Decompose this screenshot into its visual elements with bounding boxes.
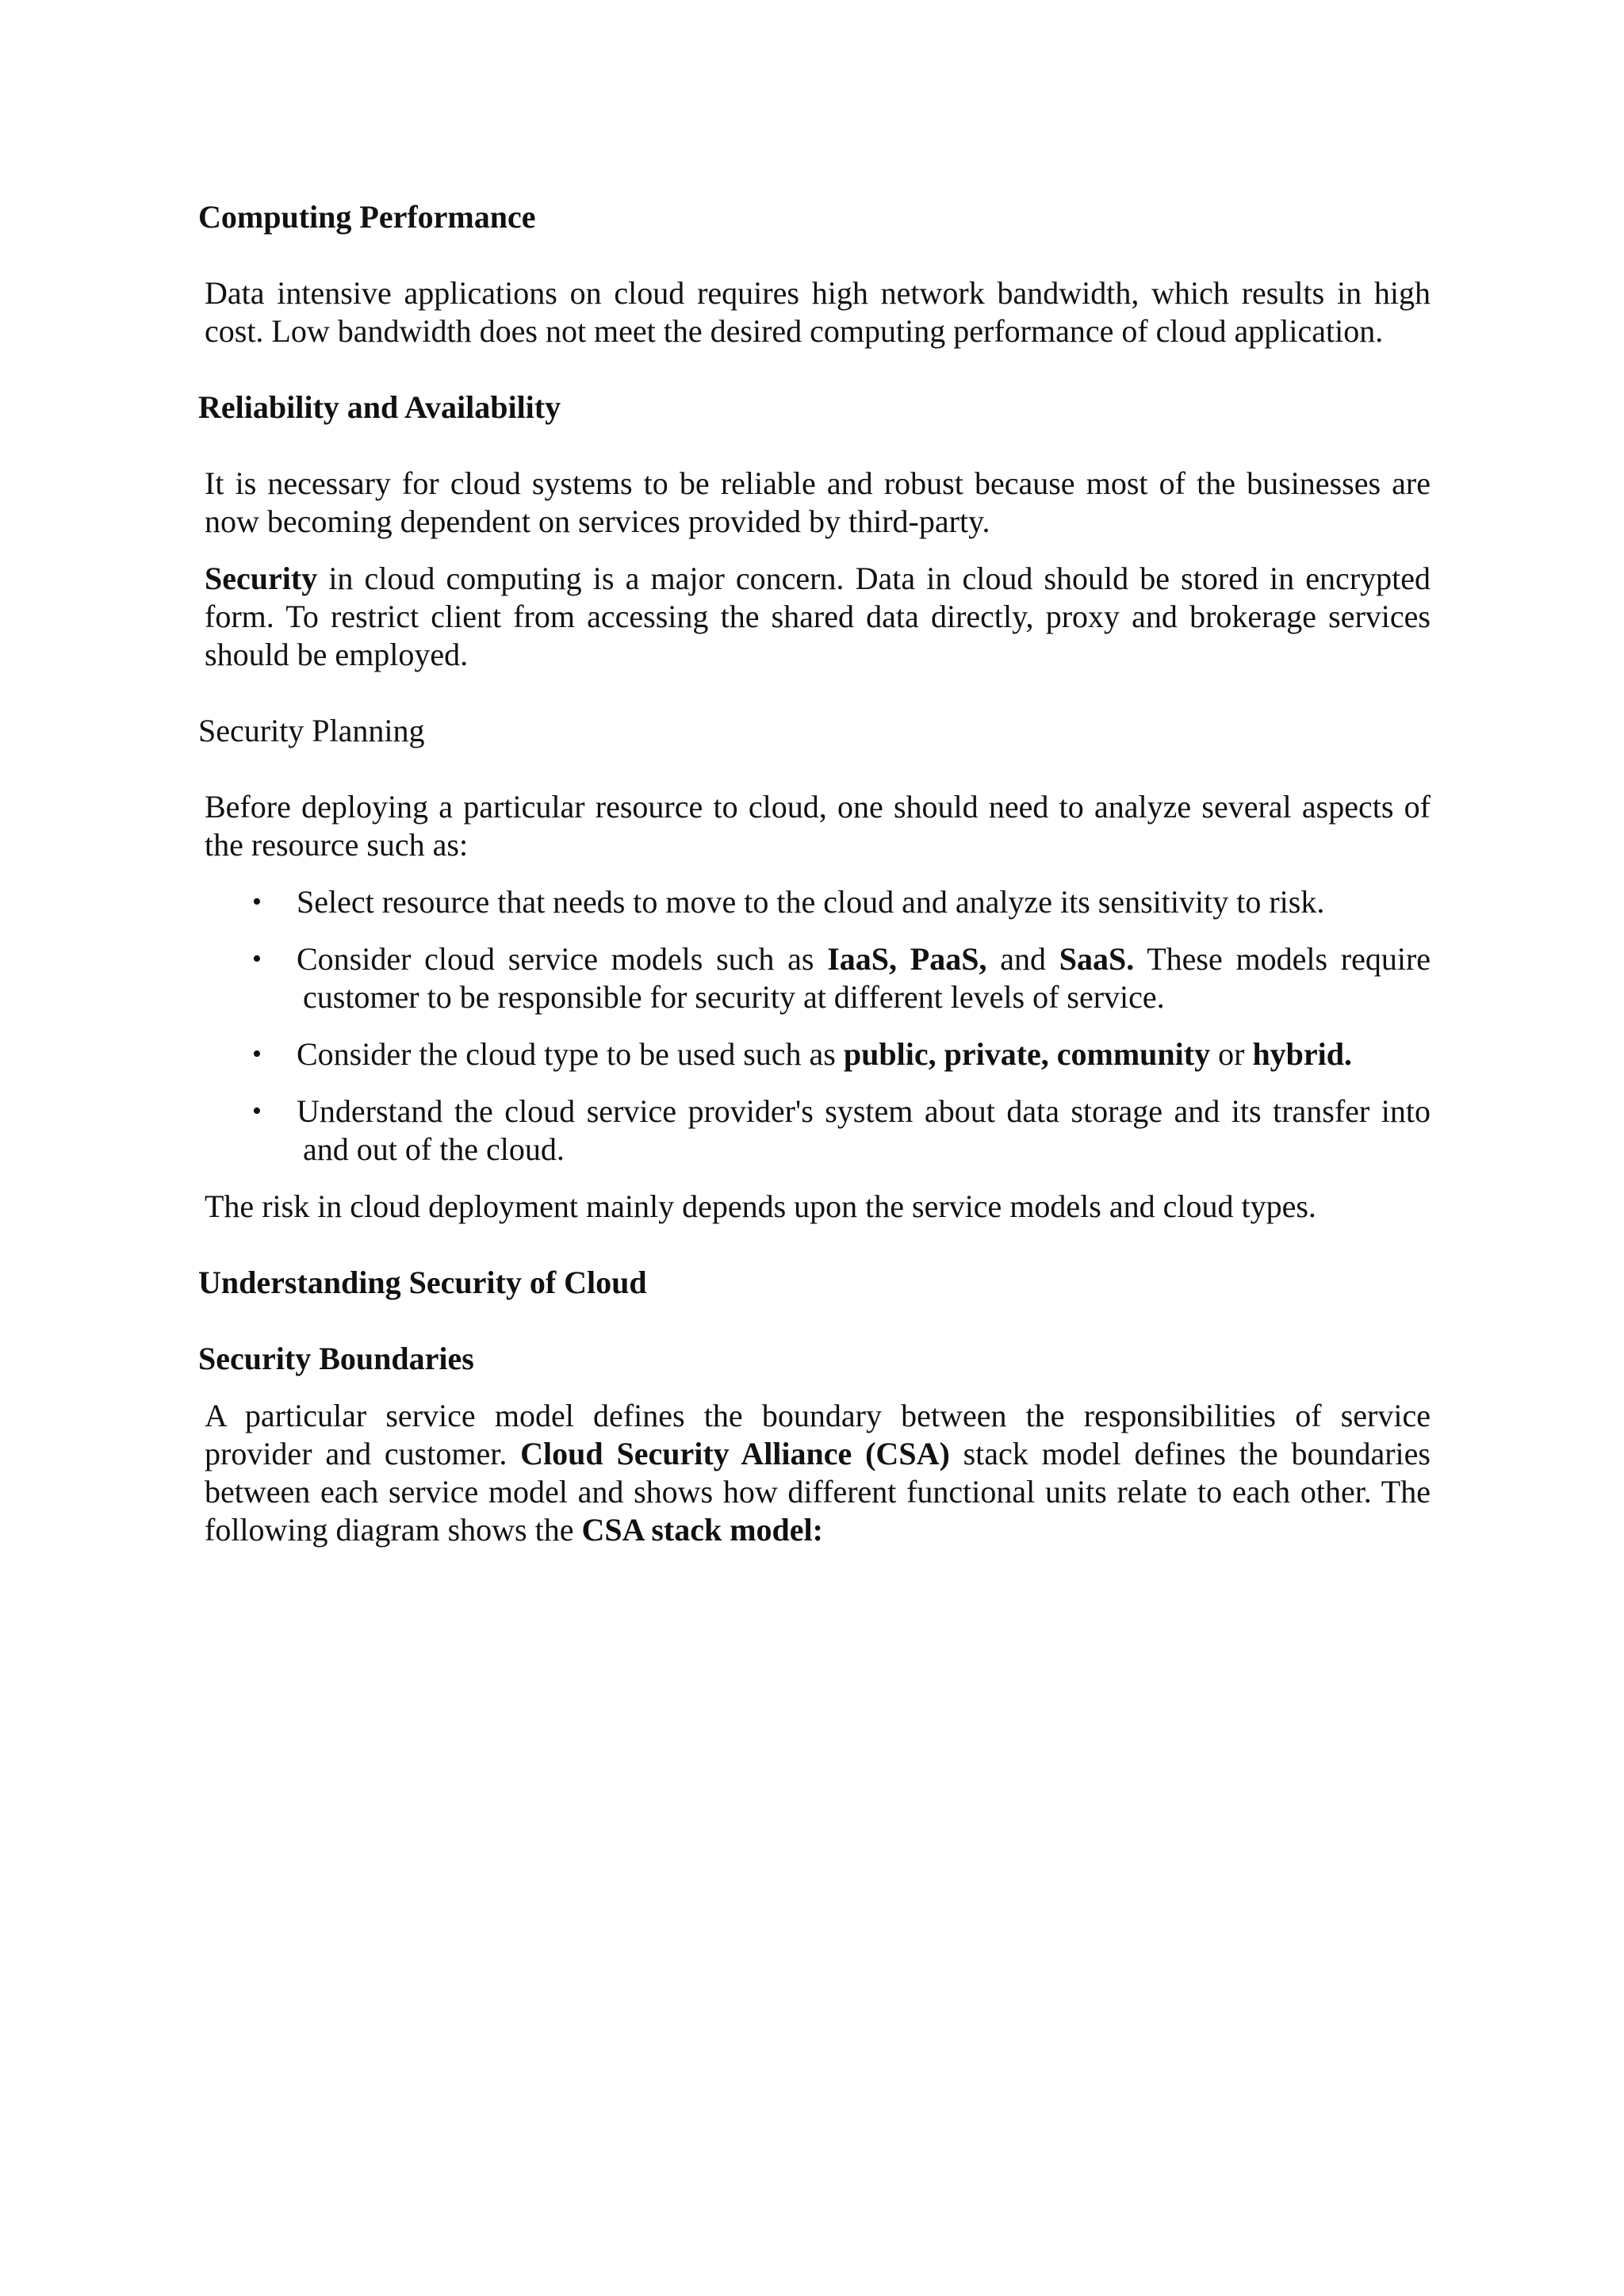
text-line: the resource such as: (205, 827, 469, 863)
heading-security-planning: Security Planning (198, 713, 425, 748)
text-run: stack model defines the boundaries (949, 1436, 1431, 1471)
text-line: and out of the cloud. (303, 1131, 565, 1167)
heading-computing-performance: Computing Performance (198, 199, 536, 235)
heading-security-boundaries: Security Boundaries (198, 1341, 474, 1376)
text-line (205, 560, 1431, 598)
text-run: and (986, 941, 1059, 977)
paragraph-planning-closing (205, 1188, 1431, 1226)
bold-term-saas: SaaS. (1059, 941, 1135, 977)
bold-term-security: Security (205, 561, 318, 596)
text-run: in cloud computing is a major concern. Data in cloud should be stored in encrypted (317, 561, 1431, 596)
text-line: between each service model and shows how different functional units relate to each other. The (205, 1474, 1431, 1510)
bold-term-hybrid: hybrid. (1252, 1036, 1353, 1072)
text-line: Select resource that needs to move to the cloud and analyze its sensitivity to risk. (297, 884, 1325, 920)
bullet-icon: • (252, 887, 262, 916)
list-item (252, 883, 1431, 921)
text-line: form. To restrict client from accessing the shared data directly, proxy and brokerage services (205, 599, 1431, 634)
text-run: provider and customer. (205, 1436, 521, 1471)
paragraph-security-boundaries (205, 1397, 1431, 1549)
text-line (252, 940, 1431, 978)
text-run: following diagram shows the (205, 1512, 582, 1548)
list-item (252, 940, 1431, 1016)
text-line: The risk in cloud deployment mainly depends upon the service models and cloud types. (205, 1188, 1316, 1224)
bullet-icon: • (252, 944, 262, 974)
heading-reliability-availability: Reliability and Availability (198, 389, 561, 425)
bullet-icon: • (252, 1039, 262, 1069)
text-line: should be employed. (205, 637, 469, 672)
text-line: It is necessary for cloud systems to be reliable and robust because most of the businesses are (205, 465, 1431, 501)
text-line (205, 1435, 1431, 1473)
text-run: These models require (1134, 941, 1431, 977)
bold-term-csa: Cloud Security Alliance (CSA) (520, 1436, 950, 1471)
bold-term-paas: PaaS, (910, 941, 987, 977)
heading-understanding-security: Understanding Security of Cloud (198, 1265, 647, 1300)
text-run: Consider cloud service models such as (297, 941, 828, 977)
text-line: A particular service model defines the boundary between the responsibilities of service (205, 1398, 1431, 1433)
text-line: now becoming dependent on services provided by third-party. (205, 503, 990, 539)
text-line: customer to be responsible for security at different levels of service. (303, 979, 1165, 1015)
paragraph-reliability (205, 465, 1431, 541)
text-run (897, 941, 910, 977)
bold-term-cloud-types: public, private, community (843, 1036, 1211, 1072)
text-line (252, 1035, 1431, 1073)
text-run: or (1210, 1036, 1253, 1072)
text-line: cost. Low bandwidth does not meet the desired computing performance of cloud application. (205, 313, 1384, 349)
text-line: Before deploying a particular resource to cloud, one should need to analyze several aspects of (205, 789, 1431, 825)
text-line: Data intensive applications on cloud requires high network bandwidth, which results in high (205, 275, 1431, 311)
text-line: Understand the cloud service provider's system about data storage and its transfer into (297, 1093, 1431, 1129)
paragraph-computing-performance (205, 274, 1431, 350)
bullet-icon: • (252, 1096, 262, 1126)
bold-term-iaas: IaaS, (827, 941, 898, 977)
text-run: Consider the cloud type to be used such as (297, 1036, 844, 1072)
paragraph-planning-intro (205, 788, 1431, 864)
bold-term-csa-stack-model: CSA stack model: (581, 1512, 823, 1548)
list-item (252, 1093, 1431, 1169)
list-item (252, 1035, 1431, 1073)
text-line (205, 1511, 1431, 1549)
paragraph-security-concern (205, 560, 1431, 674)
